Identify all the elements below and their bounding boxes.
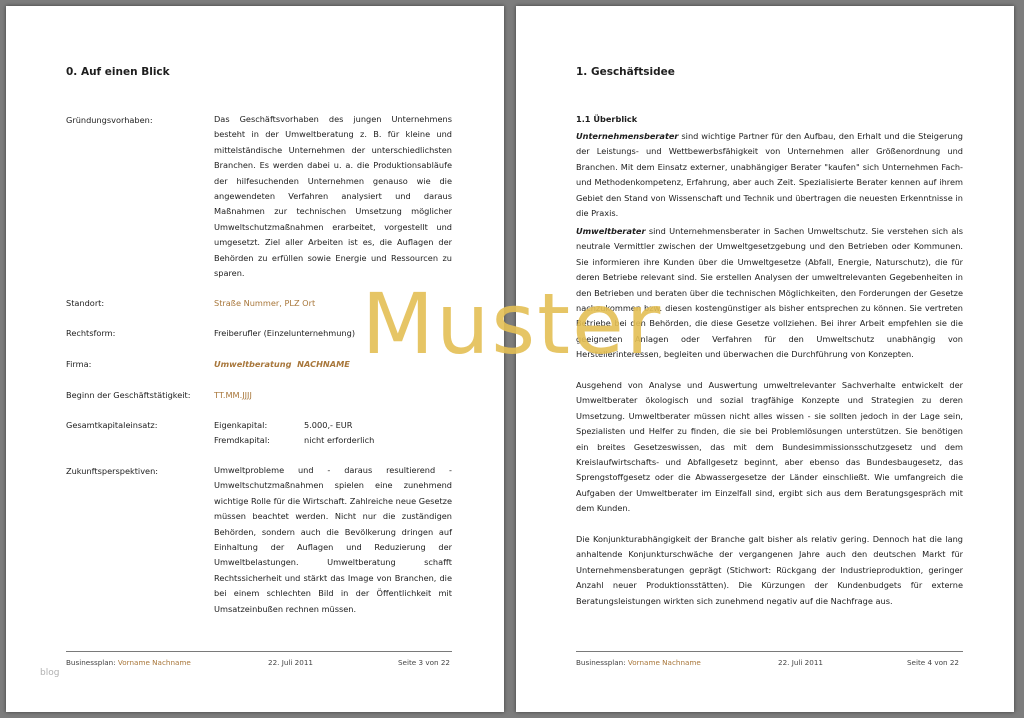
footer-name: Vorname Nachname	[627, 658, 701, 667]
rechtsform-label: Rechtsform:	[66, 328, 116, 338]
footer-page-number: Seite 4 von 22	[907, 658, 960, 667]
paragraph-text: sind Unternehmensberater in Sachen Umweltschutz. Sie verstehen sich als neutrale Vermittler zwischen der Umweltgesetzgebung und den Betrieben oder Kommunen. Sie informieren ihre Kunden über die Umweltgesetze (Abfall, Energie, Naturschutz), die für deren Betriebe relevant sind. Sie erstellen Analysen der umweltrelevanten Gegebenheiten in den Betrieben und beraten über die technischen Möglichkeiten, den Forderungen der Gesetze nachzukommen bzw. diesen kostengünstiger als bisher entsprechen zu können. Sie vertreten Betriebe bei den Behörden, die diese Gesetze vollziehen. Bei ihrer Arbeit empfehlen sie die geeigneten Anlagen oder Verfahren für den Umweltschutz unabhängig von Herstellerinteressen, begleiten und überwachen die Durchführung von Konzepten.	[576, 226, 963, 360]
lead-term: Unternehmensberater	[576, 131, 679, 141]
firma-label: Firma:	[66, 359, 92, 369]
paragraph-analyse: Ausgehend von Analyse und Auswertung umweltrelevanter Sachverhalte entwickelt der Umweltberater ökologisch und sozial tragfähige Konzepte und Strategien zu deren Umsetzung. Umweltberater müssen nicht alles wissen - sie sollten jedoch in der Lage sein, Spezialisten und Helfer zu finden, die sie bei Problemlösungen unterstützen. Sie benötigen ein breites Gesetzeswissen, das mit dem Bundesimmissionsschutzgesetz und dem Kreislaufwirtschafts- und Abfallgesetz beginnt, aber ebenso das Bundesbaugesetz, das Sprengstoffgesetz oder die Abwassergesetze der Länder einschließt. Wie umfangreich die Aufgaben der Umweltberater im Einzelfall sind, ergibt sich aus dem Beratungsgespräch mit dem Kunden.	[576, 380, 963, 514]
paragraph-text: sind wichtige Partner für den Aufbau, den Erhalt und die Steigerung der Leistungs- und Wettbewerbsfähigkeit von Unternehmen aller Größenordnung und Branchen. Mit dem Einsatz externer, unabhängiger Berater "kaufen" sich Unternehmen Fach- und Methodenkompetenz, Erfahrung, aber auch Zeit. Spezialisierte Berater kennen auf ihrem Gebiet den Stand von Wissenschaft und Technik und übertragen die neuesten Erkenntnisse in die Praxis.	[576, 131, 963, 219]
eigenkapital-label: Eigenkapital:	[214, 420, 268, 430]
eigenkapital-value: 5.000,- EUR	[304, 420, 353, 430]
page-3	[6, 6, 504, 712]
blog-watermark: blog	[40, 668, 60, 678]
beginn-label: Beginn der Geschäftstätigkeit:	[66, 390, 191, 400]
gruendung-label: Gründungsvorhaben:	[66, 115, 153, 125]
zukunft-text: Umweltprobleme und - daraus resultierend - Umweltschutzmaßnahmen spielen eine zunehmend wichtige Rolle für die Wirtschaft. Zahlreiche neue Gesetze müssen beachtet werden. Nicht nur die zuständigen Behörden, sondern auch die Bevölkerung dringen auf Einhaltung der Auflagen und Reduzierung der Umweltbelastungen. Umweltberatung schafft Rechtssicherheit und stärkt das Image von Branchen, die bei einem schlechten Bild in der Öffentlichkeit mit Umsatzeinbußen rechnen müssen.	[214, 465, 452, 614]
footer-author	[576, 658, 701, 667]
paragraph-konjunktur: Die Konjunkturabhängigkeit der Branche galt bisher als relativ gering. Dennoch hat die lang anhaltende Konjunkturschwäche der vergangenen Jahre auch den deutschen Markt für Unternehmensberatungen geprägt (Stichwort: Rückgang der Industrieproduktion, geringer Anzahl neuer Produktionsstätten). Die Kürzungen der Kundenbudgets für externe Beratungsleistungen wirkten sich zunehmend negativ auf die Nachfrage aus.	[576, 534, 963, 606]
page-4	[516, 6, 1014, 712]
sub-heading: 1.1 Überblick	[576, 114, 638, 124]
footer-author	[66, 658, 191, 667]
footer-date: 22. Juli 2011	[268, 658, 313, 667]
section-heading: 1. Geschäftsidee	[576, 66, 675, 78]
footer-rule	[576, 651, 963, 652]
firma-value: Umweltberatung NACHNAME	[214, 359, 350, 369]
footer-prefix: Businessplan:	[66, 658, 118, 667]
section-heading: 0. Auf einen Blick	[66, 66, 170, 78]
footer-page-number: Seite 3 von 22	[398, 658, 451, 667]
footer-prefix: Businessplan:	[576, 658, 628, 667]
zukunft-label: Zukunftsperspektiven:	[66, 466, 159, 476]
beginn-value: TT.MM.JJJJ	[214, 390, 252, 400]
footer-date: 22. Juli 2011	[778, 658, 823, 667]
standort-label: Standort:	[66, 298, 105, 308]
lead-term: Umweltberater	[576, 226, 646, 236]
fremdkapital-label: Fremdkapital:	[214, 435, 270, 445]
paragraph-umweltberater	[576, 224, 963, 363]
standort-value: Straße Nummer, PLZ Ort	[214, 298, 316, 308]
footer-name: Vorname Nachname	[117, 658, 191, 667]
paragraph-unternehmensberater	[576, 129, 963, 221]
rechtsform-value: Freiberufler (Einzelunternehmung)	[214, 328, 356, 338]
watermark: Muster	[361, 275, 663, 373]
footer-rule	[66, 651, 452, 652]
gruendung-text: Das Geschäftsvorhaben des jungen Unternehmens besteht in der Umweltberatung z. B. für kleine und mittelständische Unternehmen der unterschiedlichsten Branchen. Es werden dabei u. a. die Produktionsabläufe der hilfesuchenden Unternehmen genauso wie die angewendeten Verfahren analysiert und daraus Maßnahmen zur technischen Umsetzung möglicher Umweltschutzmaßnahmen erarbeitet, vorgestellt und umgesetzt. Ziel aller Arbeiten ist es, die Auflagen der Behörden zu erfüllen sowie Energie und Ressourcen zu sparen.	[214, 114, 452, 279]
fremdkapital-value: nicht erforderlich	[304, 435, 375, 445]
kapital-label: Gesamtkapitaleinsatz:	[66, 420, 158, 430]
